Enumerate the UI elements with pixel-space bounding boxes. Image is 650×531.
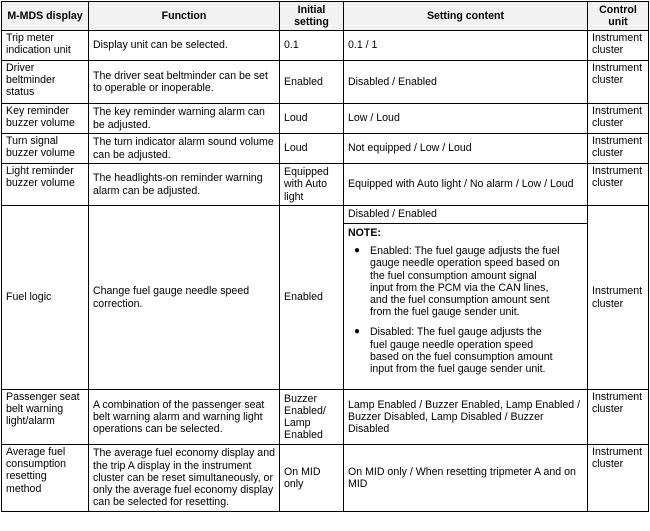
table-row [2, 31, 649, 61]
note-bullet-text: Enabled: The fuel gauge adjusts the fuel gauge needle operation speed based on the fuel consumption amount signal input from the PCM via the CAN lines, and the fuel consumption amount sent from the fuel gauge sender unit. [370, 245, 560, 319]
cell-display: Light reminder buzzer volume [2, 164, 89, 206]
cell-display: Average fuel consumption resetting method [2, 445, 89, 512]
cell-display: Passenger seat belt warning light/alarm [2, 390, 89, 445]
cell-display: Trip meter indication unit [2, 31, 89, 61]
cell-unit: Instrument cluster [588, 134, 649, 164]
cell-function: The headlights-on reminder warning alarm can be adjusted. [89, 164, 280, 206]
header-setting-content: Setting content [344, 2, 588, 31]
cell-unit: Instrument cluster [588, 61, 649, 104]
cell-function: The average fuel economy display and the trip A display in the instrument cluster can be reset simultaneously, or only the average fuel economy display can be selected for resetting. [89, 445, 280, 512]
bullet-icon: ● [354, 245, 361, 257]
cell-display: Fuel logic [2, 206, 89, 390]
cell-content: Equipped with Auto light / No alarm / Low / Loud [344, 164, 588, 206]
note-bullet [348, 326, 583, 375]
cell-display: Turn signal buzzer volume [2, 134, 89, 164]
note-bullet [348, 245, 583, 318]
cell-initial: Equipped with Auto light [280, 164, 344, 206]
m-mds-settings-table [1, 1, 649, 512]
cell-unit: Instrument cluster [588, 31, 649, 61]
cell-unit: Instrument cluster [588, 206, 649, 390]
cell-content: Disabled / Enabled [344, 206, 588, 224]
cell-initial: Loud [280, 134, 344, 164]
page [0, 1, 650, 531]
cell-display: Key reminder buzzer volume [2, 104, 89, 134]
header-initial-setting: Initial setting [280, 2, 344, 31]
bullet-icon: ● [354, 326, 361, 338]
cell-content: Lamp Enabled / Buzzer Enabled, Lamp Enabled / Buzzer Disabled, Lamp Disabled / Buzzer Disabled [344, 390, 588, 445]
cell-initial: Buzzer Enabled/ Lamp Enabled [280, 390, 344, 445]
cell-function: Display unit can be selected. [89, 31, 280, 61]
table-row [2, 104, 649, 134]
cell-content: On MID only / When resetting tripmeter A and on MID [344, 445, 588, 512]
cell-content: Low / Loud [344, 104, 588, 134]
cell-function: The key reminder warning alarm can be adjusted. [89, 104, 280, 134]
table-row [2, 445, 649, 512]
cell-initial: On MID only [280, 445, 344, 512]
cell-unit: Instrument cluster [588, 390, 649, 445]
table-row-fuel-logic [2, 206, 649, 224]
cell-content: 0.1 / 1 [344, 31, 588, 61]
cell-unit: Instrument cluster [588, 445, 649, 512]
table-row [2, 61, 649, 104]
cell-content: Disabled / Enabled [344, 61, 588, 104]
note-title: NOTE: [348, 227, 381, 239]
cell-function: The driver seat beltminder can be set to operable or inoperable. [89, 61, 280, 104]
cell-function: The turn indicator alarm sound volume can be adjusted. [89, 134, 280, 164]
cell-content: Not equipped / Low / Loud [344, 134, 588, 164]
cell-initial: Enabled [280, 61, 344, 104]
table-row [2, 390, 649, 445]
cell-unit: Instrument cluster [588, 164, 649, 206]
cell-initial: Loud [280, 104, 344, 134]
header-function: Function [89, 2, 280, 31]
cell-unit: Instrument cluster [588, 104, 649, 134]
header-row [2, 2, 649, 31]
cell-function: A combination of the passenger seat belt warning alarm and warning light operations can be selected. [89, 390, 280, 445]
note-cell [344, 224, 588, 390]
table-row [2, 164, 649, 206]
cell-display: Driver beltminder status [2, 61, 89, 104]
note-bullet-text: Disabled: The fuel gauge adjusts the fuel gauge needle operation speed based on the fuel consumption amount input from the fuel gauge sender unit. [370, 326, 553, 376]
cell-initial: Enabled [280, 206, 344, 390]
cell-function: Change fuel gauge needle speed correction. [89, 206, 280, 390]
header-mmds-display: M-MDS display [2, 2, 89, 31]
header-control-unit: Control unit [588, 2, 649, 31]
cell-initial: 0.1 [280, 31, 344, 61]
table-row [2, 134, 649, 164]
